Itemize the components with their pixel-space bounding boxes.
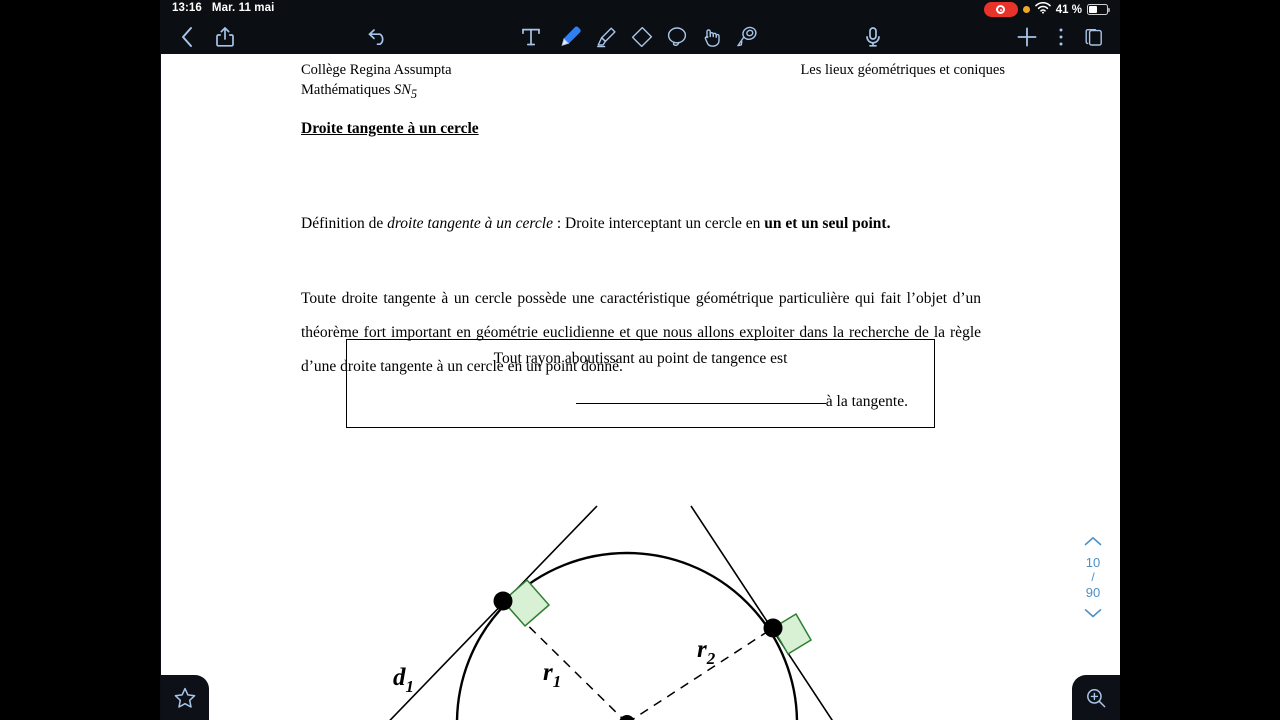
tool-highlighter[interactable] (590, 20, 622, 54)
label-radius-2: $r_2$ (697, 636, 716, 668)
theorem-line-2 (347, 393, 934, 411)
status-bar-left (172, 2, 274, 14)
tangency-point-1 (494, 592, 513, 611)
status-bar-right (984, 2, 1108, 17)
document-content (161, 54, 1120, 720)
next-page-button[interactable] (1084, 606, 1102, 621)
definition-term: droite tangente à un cercle (387, 215, 553, 232)
definition-middle: : Droite interceptant un cercle en (552, 215, 765, 232)
tool-sticker[interactable] (731, 20, 763, 54)
fill-in-blank (576, 403, 826, 404)
theorem-box (346, 339, 935, 428)
document-header-right: Les lieux géométriques et coniques (800, 62, 1005, 78)
wifi-icon (1035, 2, 1051, 17)
zoom-in-button[interactable] (1072, 675, 1120, 720)
tangency-point-2 (764, 619, 783, 638)
magnifier-plus-icon (1084, 686, 1108, 710)
school-name: Collège Regina Assumpta (301, 62, 452, 78)
tangent-circle-figure (161, 434, 1120, 720)
microphone-button[interactable] (857, 20, 889, 54)
pages-button[interactable] (1078, 20, 1110, 54)
battery-icon (1087, 4, 1108, 15)
status-time: 13:16 (172, 2, 202, 14)
document-page[interactable] (161, 54, 1120, 720)
theorem-line-2-text: à la tangente. (825, 393, 908, 410)
tangent-line-2 (691, 506, 865, 720)
theorem-line-1: Tout rayon aboutissant au point de tangence est (493, 350, 788, 367)
tool-text[interactable] (515, 20, 547, 54)
battery-percent: 41 % (1055, 3, 1082, 16)
page-indicator[interactable] (1086, 555, 1100, 600)
label-radius-1: $r_1$ (543, 659, 562, 691)
back-button[interactable] (172, 20, 202, 54)
share-button[interactable] (210, 20, 240, 54)
status-date: Mar. 11 mai (211, 2, 275, 14)
course-name: Mathématiques $SN_5$ (301, 82, 417, 101)
circle-center-point (619, 715, 635, 720)
circle (457, 553, 797, 720)
privacy-dot-icon (1023, 6, 1030, 13)
status-bar (160, 0, 1120, 20)
app-window (160, 0, 1120, 720)
star-icon (173, 686, 197, 710)
document-header-left (301, 60, 452, 104)
definition-prefix: Définition de (301, 215, 388, 232)
page-separator: / (1091, 570, 1095, 584)
toolbar (160, 20, 1120, 54)
tool-eraser[interactable] (626, 20, 658, 54)
undo-button[interactable] (363, 20, 393, 54)
recording-indicator-icon (984, 2, 1018, 17)
section-title: Droite tangente à un cercle (301, 120, 479, 137)
current-page: 10 (1085, 555, 1101, 570)
more-options-button[interactable] (1048, 20, 1074, 54)
tool-pen[interactable] (554, 20, 586, 54)
tool-lasso[interactable] (661, 20, 693, 54)
previous-page-button[interactable] (1084, 534, 1102, 549)
label-tangent-line-1: $d_1$ (393, 664, 414, 696)
body-paragraph: Toute droite tangente à un cercle possède une caractéristique géométrique particulière qui fait l’objet d’un théorème fort important en géométrie euclidienne et que nous allons exploiter dans la recherche de la règle d’une droite tangente à un cercle en un point donné. (301, 290, 981, 375)
definition-paragraph (301, 212, 981, 236)
definition-emphasis: un et un seul point. (764, 215, 891, 232)
tool-hand[interactable] (696, 20, 728, 54)
total-pages: 90 (1085, 585, 1101, 600)
bookmark-button[interactable] (161, 675, 209, 720)
page-navigation (1076, 534, 1110, 621)
add-button[interactable] (1011, 20, 1043, 54)
